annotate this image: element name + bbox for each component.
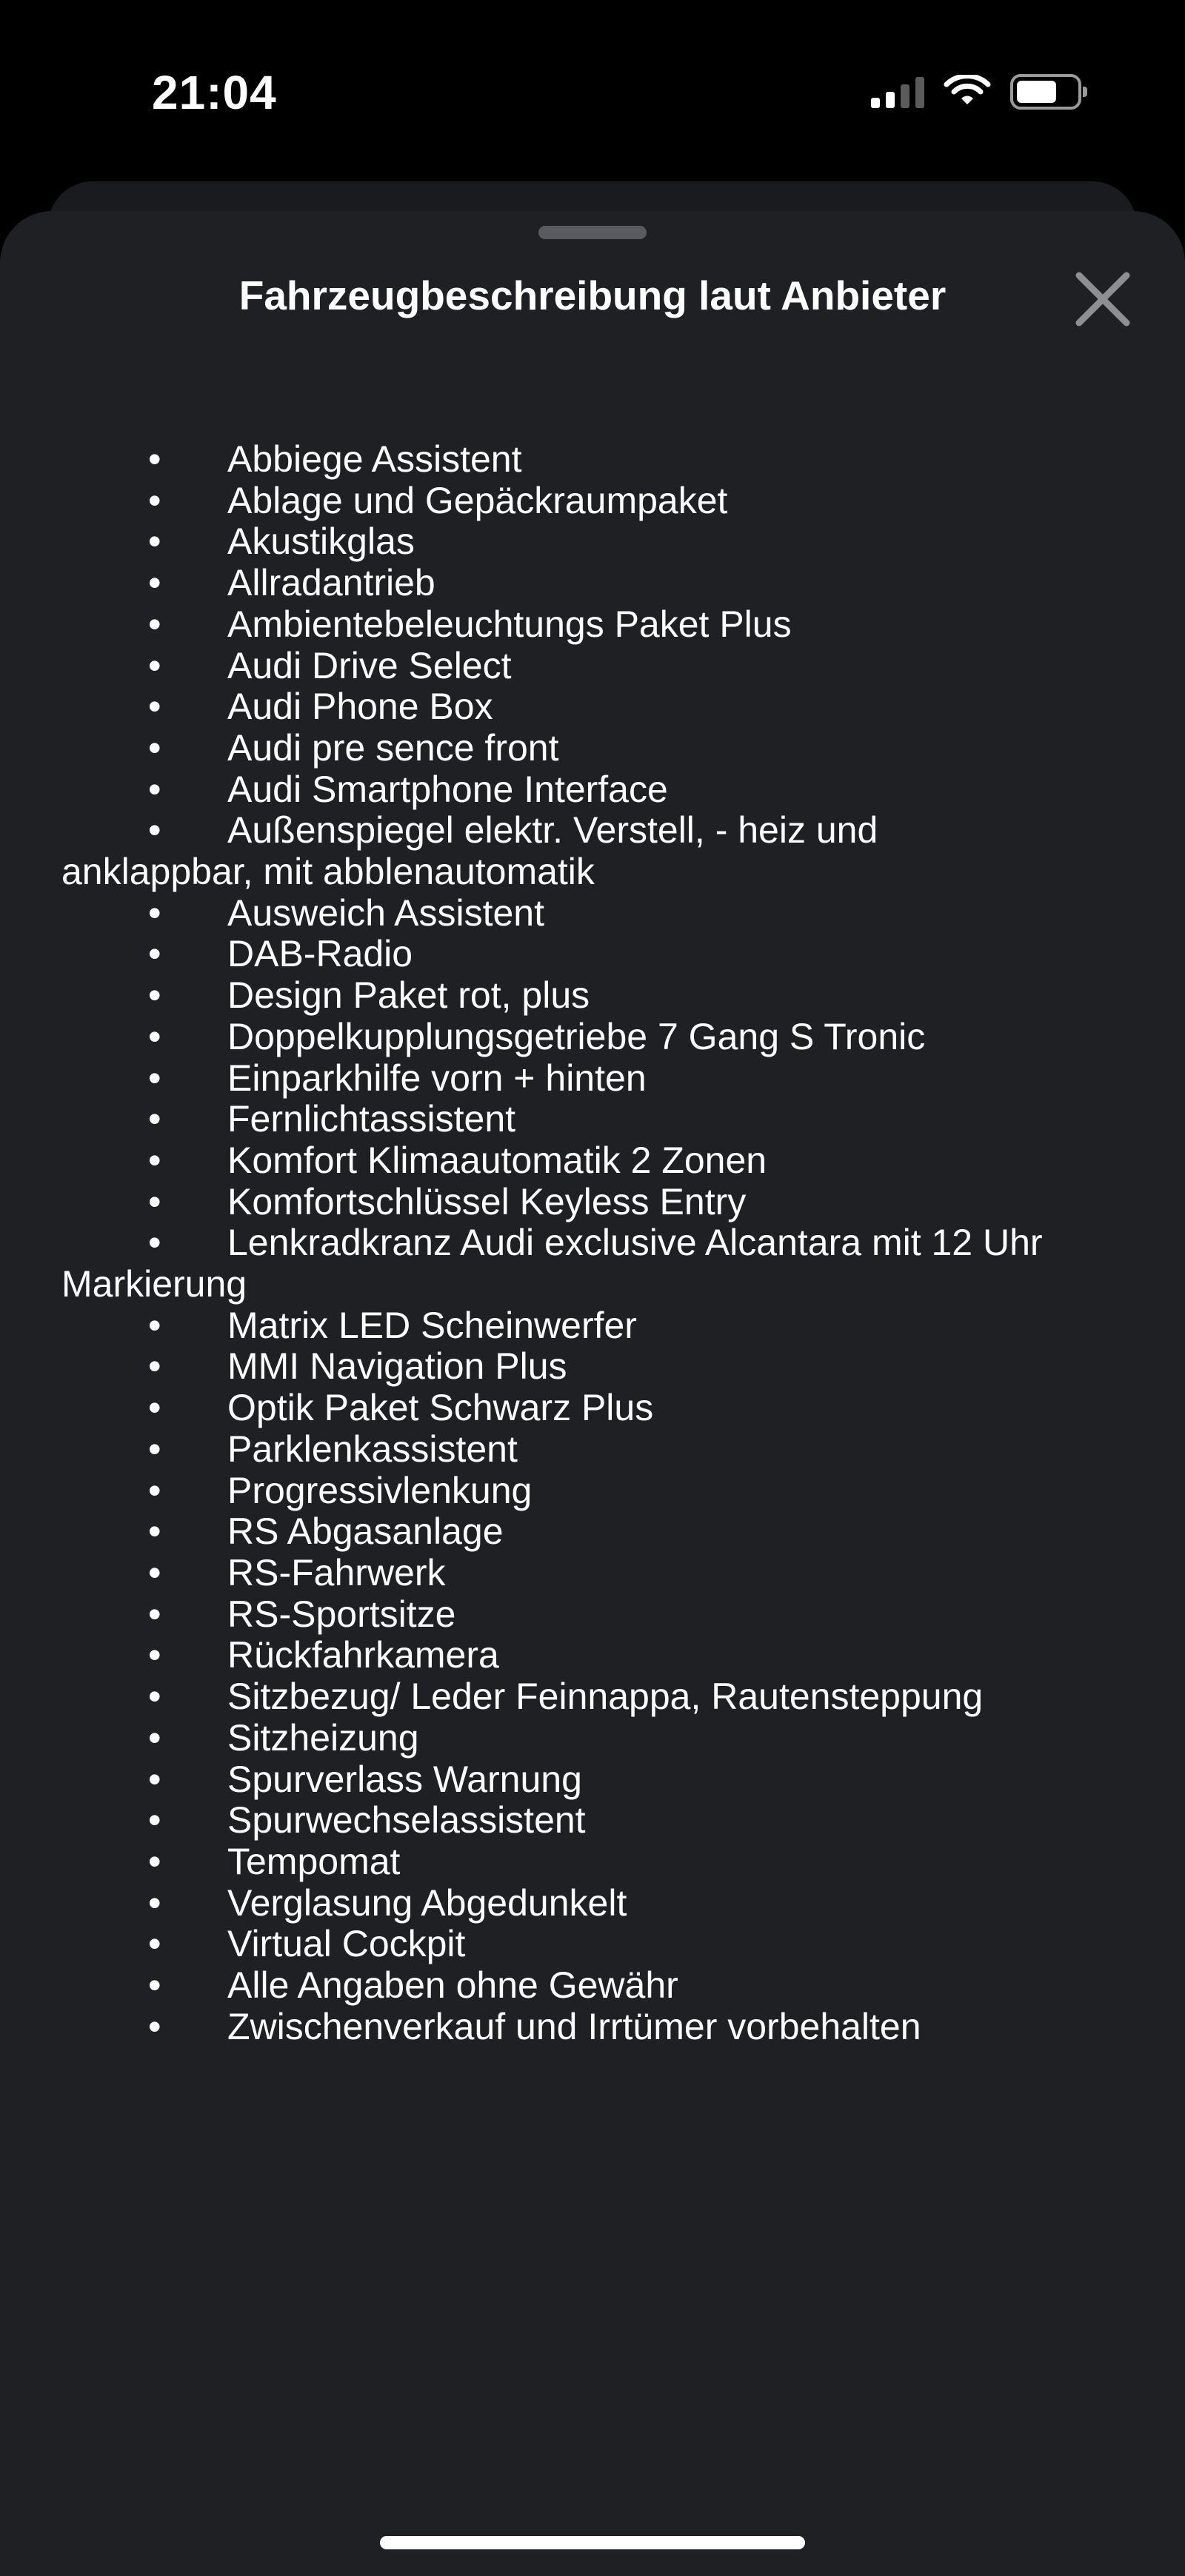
list-item-text: Virtual Cockpit xyxy=(227,1923,466,1965)
list-item-text: Design Paket rot, plus xyxy=(227,974,590,1017)
list-item xyxy=(0,604,1185,646)
list-item-text: Optik Paket Schwarz Plus xyxy=(227,1387,654,1429)
list-item xyxy=(0,1099,1185,1140)
list-item-text: Spurverlass Warnung xyxy=(227,1758,582,1800)
list-item-text: Audi Smartphone Interface xyxy=(227,768,668,810)
list-item xyxy=(0,1058,1185,1100)
list-item xyxy=(0,1841,1185,1883)
list-item xyxy=(0,810,1185,892)
list-item xyxy=(0,1388,1185,1429)
list-item-text: Einparkhilfe vorn + hinten xyxy=(227,1057,647,1099)
list-item-text: Audi Drive Select xyxy=(227,644,512,686)
list-item-text: Spurwechselassistent xyxy=(227,1799,586,1841)
list-item-text: Parklenkassistent xyxy=(227,1428,518,1470)
list-item-text: Sitzbezug/ Leder Feinnappa, Rautensteppung xyxy=(227,1676,984,1718)
list-item xyxy=(0,1718,1185,1759)
list-item xyxy=(0,1222,1185,1305)
list-item xyxy=(0,563,1185,604)
list-item-text: Progressivlenkung xyxy=(227,1469,533,1511)
list-item xyxy=(0,1429,1185,1471)
list-item-text: Tempomat xyxy=(227,1840,401,1882)
list-item-text: Audi Phone Box xyxy=(227,686,493,728)
list-item-text: RS-Sportsitze xyxy=(227,1593,456,1635)
home-indicator[interactable] xyxy=(380,2536,805,2549)
sheet-title: Fahrzeugbeschreibung laut Anbieter xyxy=(238,272,947,318)
list-item xyxy=(0,1635,1185,1676)
list-item-text: RS-Fahrwerk xyxy=(227,1551,446,1593)
list-item-text: Zwischenverkauf und Irrtümer vorbehalten xyxy=(227,2005,921,2047)
list-item-text: Komfort Klimaautomatik 2 Zonen xyxy=(227,1139,767,1181)
list-item-text: Komfortschlüssel Keyless Entry xyxy=(227,1180,747,1222)
list-item xyxy=(0,1553,1185,1594)
list-item-text: Ambientebeleuchtungs Paket Plus xyxy=(227,603,792,645)
sheet-grabber[interactable] xyxy=(538,226,647,239)
list-item-text: Doppelkupplungsgetriebe 7 Gang S Tronic xyxy=(227,1015,926,1057)
list-item-text: Alle Angaben ohne Gewähr xyxy=(227,1964,678,2007)
list-item xyxy=(0,1924,1185,1965)
close-icon[interactable] xyxy=(1070,267,1135,332)
list-item-continuation: Markierung xyxy=(61,1263,247,1305)
list-item-text: Rückfahrkamera xyxy=(227,1634,499,1676)
list-item-text: MMI Navigation Plus xyxy=(227,1345,567,1388)
list-item xyxy=(0,934,1185,975)
list-item-continuation: anklappbar, mit abblenautomatik xyxy=(61,851,595,893)
list-item-text: Verglasung Abgedunkelt xyxy=(227,1881,627,1924)
list-item-text: Audi pre sence front xyxy=(227,726,559,769)
cellular-signal-icon xyxy=(871,76,924,108)
list-item-text: Matrix LED Scheinwerfer xyxy=(227,1304,637,1346)
list-item xyxy=(0,2007,1185,2048)
list-item xyxy=(0,1346,1185,1388)
status-time: 21:04 xyxy=(152,66,277,119)
list-item xyxy=(0,1800,1185,1841)
status-bar xyxy=(0,0,1185,185)
list-item xyxy=(0,439,1185,481)
list-item-text: RS Abgasanlage xyxy=(227,1511,504,1553)
list-item xyxy=(0,646,1185,687)
list-item xyxy=(0,1965,1185,2007)
status-icons xyxy=(871,74,1081,110)
description-sheet xyxy=(0,211,1185,2576)
list-item-text: Außenspiegel elektr. Verstell, - heiz und xyxy=(227,809,878,852)
feature-list xyxy=(0,439,1185,2047)
list-item xyxy=(0,1305,1185,1347)
wifi-icon xyxy=(944,75,991,109)
list-item xyxy=(0,1471,1185,1512)
list-item xyxy=(0,521,1185,563)
list-item-text: DAB-Radio xyxy=(227,933,413,975)
list-item xyxy=(0,893,1185,934)
list-item xyxy=(0,1883,1185,1924)
list-item-text: Ablage und Gepäckraumpaket xyxy=(227,479,728,521)
list-item-text: Fernlichtassistent xyxy=(227,1098,516,1140)
list-item xyxy=(0,686,1185,728)
list-item xyxy=(0,1017,1185,1058)
list-item xyxy=(0,1676,1185,1718)
list-item xyxy=(0,975,1185,1017)
list-item-text: Allradantrieb xyxy=(227,562,435,604)
list-item xyxy=(0,728,1185,769)
list-item-text: Abbiege Assistent xyxy=(227,438,522,480)
list-item-text: Lenkradkranz Audi exclusive Alcantara mit 12 Uhr xyxy=(227,1222,1043,1264)
list-item xyxy=(0,1594,1185,1636)
list-item xyxy=(0,1511,1185,1553)
list-item xyxy=(0,769,1185,811)
list-item xyxy=(0,1182,1185,1223)
list-item xyxy=(0,1140,1185,1182)
battery-icon xyxy=(1010,74,1081,110)
list-item-text: Sitzheizung xyxy=(227,1716,419,1759)
close-button[interactable] xyxy=(1070,267,1135,332)
list-item xyxy=(0,1759,1185,1801)
list-item-text: Akustikglas xyxy=(227,521,415,563)
list-item-text: Ausweich Assistent xyxy=(227,891,544,934)
list-item xyxy=(0,481,1185,522)
